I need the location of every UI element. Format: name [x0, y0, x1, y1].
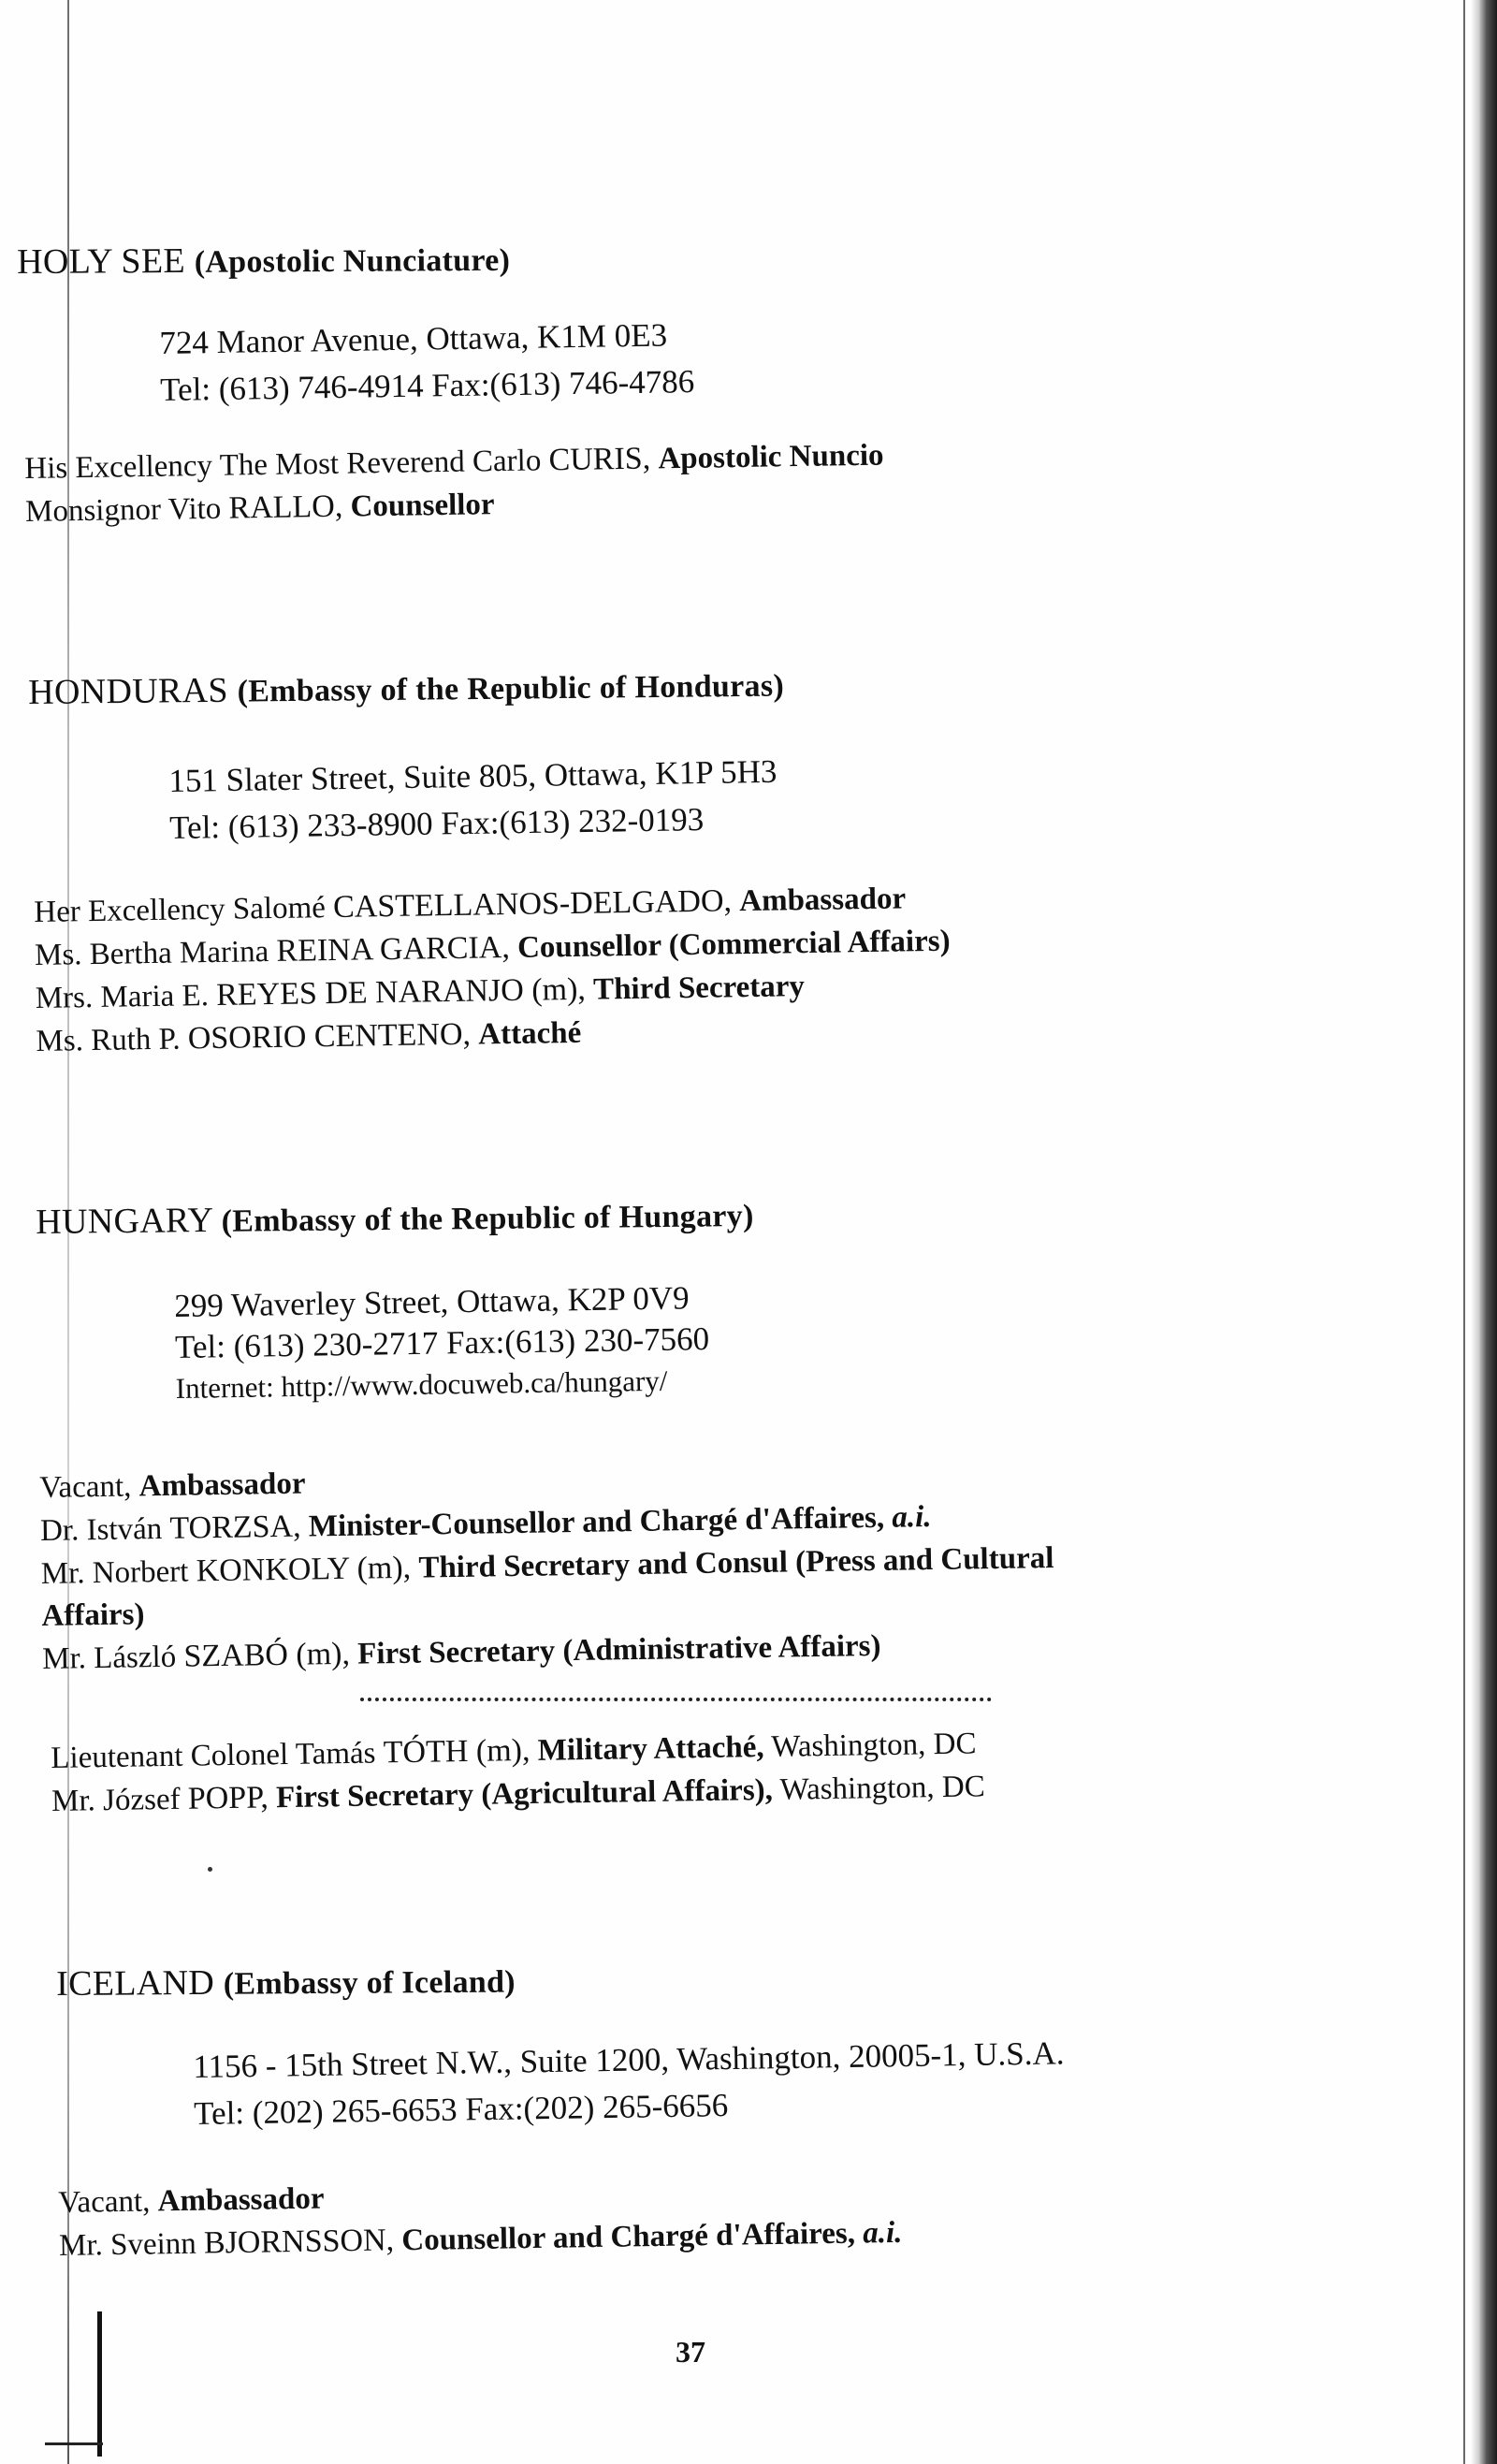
address-line: 1156 - 15th Street N.W., Suite 1200, Washington, 20005-1, U.S.A.: [193, 2034, 1065, 2085]
staff-entry: Mr. József POPP, First Secretary (Agricultural Affairs), Washington, DC: [51, 1770, 985, 1818]
address-holy-see: [159, 312, 695, 414]
staff-entry: His Excellency The Most Reverend Carlo CURIS, Apostolic Nuncio: [24, 438, 884, 486]
mission-name: (Embassy of the Republic of Honduras): [237, 668, 785, 709]
section-iceland: [56, 1961, 516, 2005]
page-right-edge-shadow: [1471, 0, 1497, 2464]
country-name: ICELAND: [56, 1962, 215, 2004]
staff-entry-continued: Affairs): [41, 1597, 145, 1633]
mission-name: (Embassy of Iceland): [223, 1964, 516, 2002]
staff-entry: Mr. Norbert KONKOLY (m), Third Secretary and Consul (Press and Cultural: [40, 1540, 1054, 1591]
internet-line: Internet: http://www.docuweb.ca/hungary/: [175, 1363, 668, 1405]
staff-entry: Ms. Bertha Marina REINA GARCIA, Counsellor (Commercial Affairs): [34, 924, 951, 972]
staff-holy-see: [24, 434, 885, 533]
binding-edge-mark: [97, 2311, 102, 2457]
address-line: 151 Slater Street, Suite 805, Ottawa, K1P 5H3: [168, 752, 778, 799]
address-hungary: [174, 1277, 710, 1409]
country-name: HONDURAS: [28, 670, 228, 712]
staff-entry: Mr. László SZABÓ (m), First Secretary (Administrative Affairs): [41, 1628, 881, 1676]
country-heading: [17, 239, 510, 283]
phone-fax-line: Tel: (613) 746-4914 Fax:(613) 746-4786: [159, 363, 695, 408]
country-heading: [28, 664, 784, 713]
page-number: 37: [676, 2335, 705, 2369]
section-honduras: [28, 664, 784, 713]
staff-entry: Mr. Sveinn BJORNSSON, Counsellor and Chargé d'Affaires, a.i.: [58, 2215, 903, 2263]
address-honduras: [168, 749, 778, 852]
country-heading: [56, 1961, 516, 2005]
phone-fax-line: Tel: (202) 265-6653 Fax:(202) 265-6656: [193, 2087, 729, 2132]
address-line: 724 Manor Avenue, Ottawa, K1M 0E3: [159, 316, 668, 361]
staff-entry: Her Excellency Salomé CASTELLANOS-DELGADO, Ambassador: [34, 882, 907, 929]
staff-honduras: [34, 877, 952, 1063]
address-line: 299 Waverley Street, Ottawa, K2P 0V9: [174, 1279, 690, 1324]
country-name: HUNGARY: [36, 1201, 213, 1242]
address-iceland: [193, 2030, 1066, 2137]
country-heading: [36, 1194, 754, 1243]
staff-entry: Vacant, Ambassador: [58, 2181, 325, 2220]
dotted-separator: [360, 1698, 992, 1701]
staff-entry: Ms. Ruth P. OSORIO CENTENO, Attaché: [36, 1015, 582, 1058]
section-hungary: [36, 1194, 754, 1243]
mission-name: (Embassy of the Republic of Hungary): [221, 1198, 754, 1239]
mission-name: (Apostolic Nunciature): [194, 242, 511, 280]
staff-entry: Vacant, Ambassador: [39, 1466, 306, 1505]
scan-speck: [208, 1867, 212, 1872]
staff-hungary: [39, 1451, 1055, 1681]
country-name: HOLY SEE: [17, 241, 186, 282]
staff-entry: Dr. István TORZSA, Minister-Counsellor and Chargé d'Affaires, a.i.: [39, 1500, 932, 1548]
page-right-edge-line: [1463, 0, 1465, 2464]
staff-iceland: [58, 2169, 903, 2267]
phone-fax-line: Tel: (613) 233-8900 Fax:(613) 232-0193: [168, 801, 705, 846]
staff-entry: Mrs. Maria E. REYES DE NARANJO (m), Third Secretary: [35, 970, 806, 1015]
binding-edge-foot: [45, 2442, 103, 2445]
phone-fax-line: Tel: (613) 230-2717 Fax:(613) 230-7560: [174, 1320, 710, 1365]
staff-entry: Monsignor Vito RALLO, Counsellor: [24, 488, 495, 529]
section-holy-see: [17, 239, 510, 283]
staff-entry: Lieutenant Colonel Tamás TÓTH (m), Military Attaché, Washington, DC: [51, 1727, 977, 1775]
staff-hungary-washington: [51, 1722, 985, 1823]
